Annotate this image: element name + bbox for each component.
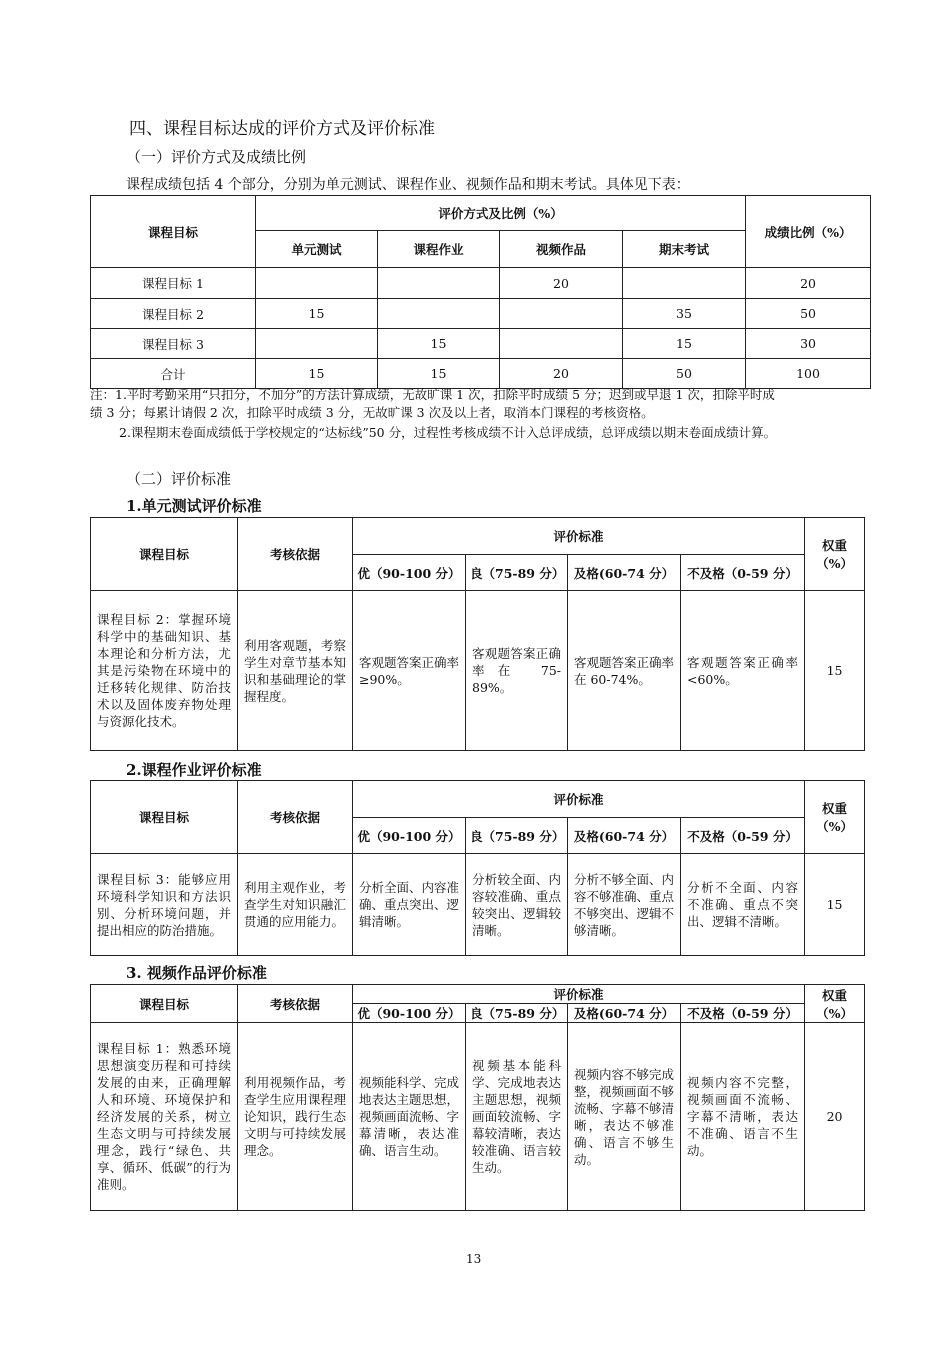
cell-ratio: 100 [746,359,871,389]
table-row-total [91,359,871,389]
header-video: 视频作品 [500,231,623,268]
cell-unit [256,268,378,299]
cell-weight: 15 [805,854,865,956]
header-weight: 权重（%） [805,985,865,1023]
table-row [91,299,871,329]
cell-video: 20 [500,359,623,389]
cell-weight: 15 [805,591,865,751]
header-excellent: 优（90-100 分） [353,1004,466,1023]
cell-basis: 利用客观题，考察学生对章节基本知识和基础理论的掌握程度。 [238,591,353,751]
row-name: 课程目标 1 [91,268,256,299]
note-line-3: 2.课程期末卷面成绩低于学校规定的“达标线”50 分，过程性考核成绩不计入总评成绩，总评成绩以期末卷面成绩计算。 [119,425,777,440]
video-criteria-table [90,984,865,1211]
page-number: 13 [466,1252,482,1266]
unit-test-criteria-table [90,517,865,751]
header-fail: 不及格（0-59 分） [681,818,805,854]
section-title-homework: 2.课程作业评价标准 [126,761,262,779]
cell-goal: 课程目标 3：能够应用环境科学知识和方法识别、分析环境问题，并提出相应的防治措施。 [91,854,238,956]
header-course-goal: 课程目标 [91,781,238,854]
cell-homework [378,299,500,329]
header-weight: 权重（%） [805,781,865,854]
cell-video [500,299,623,329]
cell-ratio: 20 [746,268,871,299]
cell-video: 20 [500,268,623,299]
header-basis: 考核依据 [238,985,353,1023]
cell-final [623,268,746,299]
cell-video [500,329,623,359]
header-eval-method: 评价方式及比例（%） [256,196,746,231]
header-criteria: 评价标准 [353,781,805,818]
header-good: 良（75-89 分） [466,818,568,854]
header-excellent: 优（90-100 分） [353,555,466,591]
cell-final: 15 [623,329,746,359]
subsection-heading-2: （二）评价标准 [126,470,232,488]
header-unit-test: 单元测试 [256,231,378,268]
note-line-1: 注：1.平时考勤采用“只扣分，不加分”的方法计算成绩，无故旷课 1 次，扣除平时成绩 5 分；迟到或早退 1 次，扣除平时成 [90,387,775,402]
header-fail: 不及格（0-59 分） [681,1004,805,1023]
header-excellent: 优（90-100 分） [353,818,466,854]
cell-fail: 客观题答案正确率<60%。 [681,591,805,751]
note-line-2: 绩 3 分；每累计请假 2 次，扣除平时成绩 3 分，无故旷课 3 次及以上者，取消本门课程的考核资格。 [90,405,654,420]
table-row [91,1023,865,1211]
cell-good: 分析较全面、内容较准确、重点较突出、逻辑较清晰。 [466,854,568,956]
header-good: 良（75-89 分） [466,1004,568,1023]
row-name: 合计 [91,359,256,389]
section-heading: 四、课程目标达成的评价方式及评价标准 [129,119,435,139]
table-row [91,854,865,956]
cell-basis: 利用主观作业，考查学生对知识融汇贯通的应用能力。 [238,854,353,956]
cell-goal: 课程目标 1：熟悉环境思想演变历程和可持续发展的由来，正确理解人和环境、环境保护和经济发展的关系，树立生态文明与可持续发展理念，践行“绿色、共享、循环、低碳”的行为准则。 [91,1023,238,1211]
cell-basis: 利用视频作品，考查学生应用课程理论知识，践行生态文明与可持续发展理念。 [238,1023,353,1211]
cell-unit: 15 [256,359,378,389]
section-title-video: 3. 视频作品评价标准 [126,964,267,982]
cell-excellent: 客观题答案正确率≥90%。 [353,591,466,751]
cell-excellent: 分析全面、内容准确、重点突出、逻辑清晰。 [353,854,466,956]
header-pass: 及格(60-74 分） [568,1004,681,1023]
header-course-goal: 课程目标 [91,196,256,268]
cell-pass: 分析不够全面、内容不够准确、重点不够突出、逻辑不够清晰。 [568,854,681,956]
cell-goal: 课程目标 2：掌握环境科学中的基础知识、基本理论和分析方法，尤其是污染物在环境中的迁移转化规律、防治技术以及固体废弃物处理与资源化技术。 [91,591,238,751]
header-fail: 不及格（0-59 分） [681,555,805,591]
cell-unit: 15 [256,299,378,329]
header-homework: 课程作业 [378,231,500,268]
cell-ratio: 30 [746,329,871,359]
cell-fail: 分析不全面、内容不准确、重点不突出、逻辑不清晰。 [681,854,805,956]
header-weight: 权重（%） [805,518,865,591]
header-grade-ratio: 成绩比例（%） [746,196,871,268]
cell-pass: 视频内容不够完成整，视频画面不够流畅、字幕不够清晰，表达不够准确、语言不够生动。 [568,1023,681,1211]
row-name: 课程目标 3 [91,329,256,359]
header-basis: 考核依据 [238,781,353,854]
intro-paragraph: 课程成绩包括 4 个部分，分别为单元测试、课程作业、视频作品和期末考试。具体见下表： [126,177,690,193]
cell-homework: 15 [378,329,500,359]
subsection-heading-1: （一）评价方式及成绩比例 [126,148,307,166]
cell-good: 客观题答案正确率在 75-89%。 [466,591,568,751]
cell-fail: 视频内容不完整，视频画面不流畅、字幕不清晰，表达不准确、语言不生动。 [681,1023,805,1211]
header-course-goal: 课程目标 [91,518,238,591]
cell-final: 35 [623,299,746,329]
table-row [91,268,871,299]
cell-final: 50 [623,359,746,389]
header-criteria: 评价标准 [353,518,805,555]
header-good: 良（75-89 分） [466,555,568,591]
header-course-goal: 课程目标 [91,985,238,1023]
cell-unit [256,329,378,359]
header-pass: 及格(60-74 分） [568,818,681,854]
cell-good: 视频基本能科学、完成地表达主题思想，视频画面较流畅、字幕较清晰，表达较准确、语言较生动。 [466,1023,568,1211]
section-title-unit-test: 1.单元测试评价标准 [126,497,262,515]
cell-weight: 20 [805,1023,865,1211]
cell-excellent: 视频能科学、完成地表达主题思想，视频画面流畅、字幕清晰，表达准确、语言生动。 [353,1023,466,1211]
header-pass: 及格(60-74 分） [568,555,681,591]
table-row [91,329,871,359]
cell-homework [378,268,500,299]
cell-ratio: 50 [746,299,871,329]
cell-homework: 15 [378,359,500,389]
table-row [91,591,865,751]
header-basis: 考核依据 [238,518,353,591]
homework-criteria-table [90,780,865,956]
header-criteria: 评价标准 [353,985,805,1004]
cell-pass: 客观题答案正确率在 60-74%。 [568,591,681,751]
header-final-exam: 期末考试 [623,231,746,268]
row-name: 课程目标 2 [91,299,256,329]
grading-ratio-table [90,195,871,389]
